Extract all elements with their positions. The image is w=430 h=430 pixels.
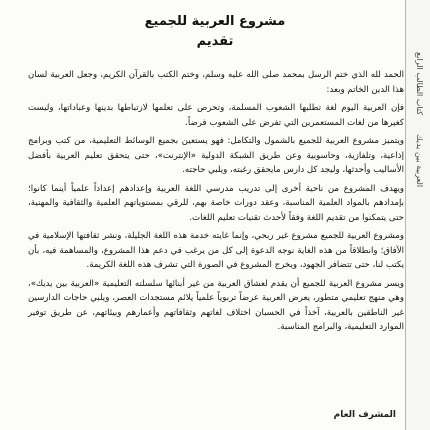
side-series-label: العربية بين يديك bbox=[415, 133, 424, 187]
side-margin-strip bbox=[405, 0, 430, 430]
paragraph: ويهدف المشروع من ناحية أخرى إلى تدريب مدرسي اللغة العربية وإعدادهم إعداداً علمياً أينما كانوا؛ بإمدادهم بالمواد العلمية المناسبة، وعقد دورات خاصة بهم، للرقي بمستوياتهم العلمية والثقافية والمهنية، حتى يتمكنوا من تقديم اللغة وفقاً لأحدث تقنيات تعليم اللغات. bbox=[28, 183, 404, 223]
paragraph: ويتميز مشروع العربية للجميع بالشمول والتكامل: فهو يستعين بجميع الوسائط التعليمية، من كتب وبرامج إذاعية، وتلفازية، وحاسوبية وعن طريق الشبكة الدولية «الإنترنت»، حتى يتحقق تعليم العربية بأفضل الأساليب وأحدثها، وليجد كل دارس مايحقق رغبته، ويلبي حاجته. bbox=[28, 136, 404, 175]
side-running-header bbox=[414, 52, 425, 203]
side-book-label: كتاب الطالب الرابع bbox=[415, 52, 424, 116]
paragraph: ويسر مشروع العربية للجميع أن يقدم لعشاق العربية من غير أبنائها سلسلته التعليمية «العربية بين يديك»، وهي منهج تعليمي متطور، يعرض العربية عرضاً تربوياً علمياً يلائم مستجدات العصر، ويلبي حاجات الدارسين غير الناطقين بالعربية، آخذاً في الحسبان اختلاف لغاتهم وثقافاتهم وأعمارهم وبيئاتهم، عن طريق توفير الموارد التعليمية، والبرامج المناسبة. bbox=[28, 278, 404, 332]
paragraph: الحمد لله الذي ختم الرسل بمحمد صلى الله عليه وسلم، وختم الكتب بالقرآن الكريم، وجعل العربية لسان هذا الدين الخاتم وبعد: bbox=[28, 70, 404, 95]
section-title: تقديم bbox=[196, 34, 234, 49]
signature-line: المشرف العام bbox=[333, 410, 396, 420]
paragraph: ومشروع العربية للجميع مشروع غير ربحي، وإنما غايته خدمة هذه اللغة الجليلة، ونشر ثقافتها الإسلامية في الآفاق؛ وانطلاقاً من هذه الغاية نوجه الدعوة إلى كل من يرغب في دعم هذا المشروع، والمساهمة فيه، بأن يكتب لنا، حتى تتضافر الجهود، ويخرج المشروع في الصورة التي تشرف هذه اللغة الكريمة. bbox=[28, 231, 404, 270]
paragraph: فإن العربية اليوم لغة تطلبها الشعوب المسلمة، وتحرص على تعلمها لارتباطها بدينها وعباداتها، وليست كغيرها من لغات المستعمرين التي تفرض على الشعوب فرضاً. bbox=[28, 103, 404, 128]
page-title: مشروع العربية للجميع bbox=[144, 14, 286, 29]
body-text bbox=[28, 68, 404, 339]
